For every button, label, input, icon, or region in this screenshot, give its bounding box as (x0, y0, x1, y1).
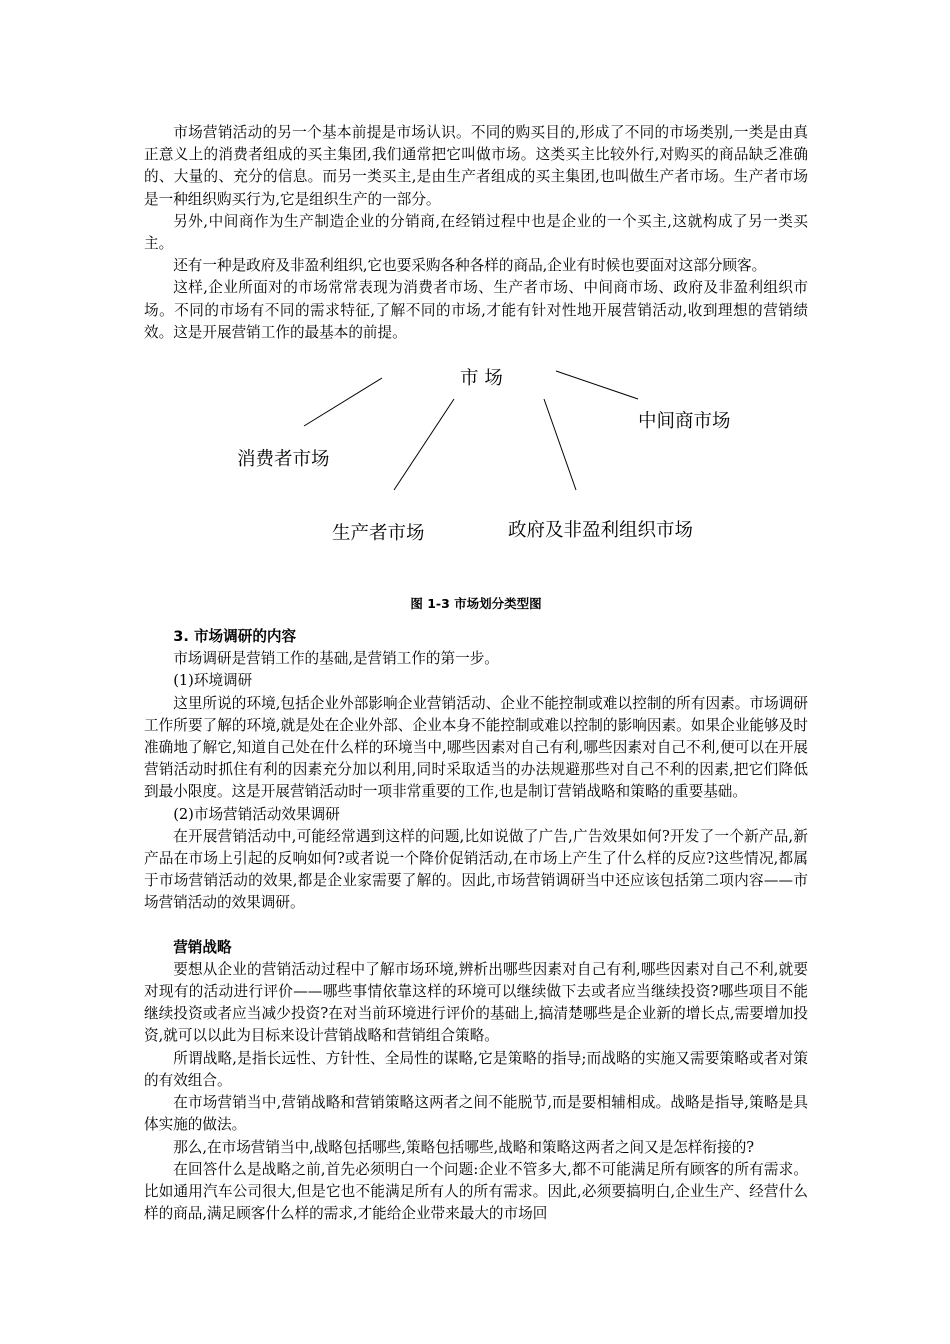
strategy-paragraph-3: 在市场营销当中,营销战略和营销策略这两者之间不能脱节,而是要相辅相成。战略是指导,策略是具体实施的做法。 (144, 1094, 808, 1134)
document-page (144, 122, 808, 1225)
section-heading-research: 3. 市场调研的内容 (173, 628, 297, 646)
figure-caption: 图 1-3 市场划分类型图 (410, 596, 542, 612)
section-heading-strategy: 营销战略 (173, 938, 232, 956)
line-to-intermediary (556, 371, 638, 399)
intro-paragraph-1: 市场营销活动的另一个基本前提是市场认识。不同的购买目的,形成了不同的市场类别,一类是由真正意义上的消费者组成的买主集团,我们通常把它叫做市场。这类买主比较外行,对购买的商品缺乏准确的、大量的、充分的信息。而另一类买主,是由生产者组成的买主集团,也叫做生产者市场。生产者市场是一种组织购买行为,它是组织生产的一部分。 (144, 124, 808, 208)
line-to-producer (394, 399, 454, 490)
strategy-paragraph-5: 在回答什么是战略之前,首先必须明白一个问题:企业不管多大,都不可能满足所有顾客的所有需求。比如通用汽车公司很大,但是它也不能满足所有人的所有需求。因此,必须要搞明白,企业生产、经营什么样的商品,满足顾客什么样的需求,才能给企业带来最大的市场回 (144, 1160, 808, 1223)
consumer-market-node: 消费者市场 (237, 449, 330, 471)
strategy-paragraph-1: 要想从企业的营销活动过程中了解市场环境,辨析出哪些因素对自己有利,哪些因素对自己不利,就要对现有的活动进行评价——哪些事情依靠这样的环境可以继续做下去或者应当继续投资?哪些项目不能继续投资或者应当减少投资?在对当前环境进行评价的基础上,搞清楚哪些是企业新的增长点,需要增加投资,就可以以此为目标来设计营销战略和营销组合策略。 (144, 960, 808, 1045)
intermediary-market-node: 中间商市场 (638, 411, 731, 433)
research-subheading-effect: (2)市场营销活动效果调研 (173, 805, 340, 823)
research-paragraph-environment: 这里所说的环境,包括企业外部影响企业营销活动、企业不能控制或难以控制的所有因素。市场调研工作所要了解的环境,就是处在企业外部、企业本身不能控制或难以控制的影响因素。如果企业能够及时准确地了解它,知道自己处在什么样的环境当中,哪些因素对自己有利,哪些因素对自己不利,便可以在开展营销活动时抓住有利的因素充分加以利用,同时采取适当的办法规避那些对自己不利的因素,把它们降低到最小限度。这是开展营销活动时一项非常重要的工作,也是制订营销战略和策略的重要基础。 (144, 694, 808, 801)
intro-paragraph-2: 另外,中间商作为生产制造企业的分销商,在经销过程中也是企业的一个买主,这就构成了另一类买主。 (144, 212, 808, 253)
market-node: 市 场 (460, 368, 503, 390)
research-paragraph-1: 市场调研是营销工作的基础,是营销工作的第一步。 (173, 650, 499, 668)
line-to-government (544, 399, 576, 490)
strategy-paragraph-4: 那么,在市场营销当中,战略包括哪些,策略包括哪些,战略和策略这两者之间又是怎样衔接的? (173, 1138, 755, 1156)
market-classification-diagram (144, 354, 808, 594)
research-subheading-environment: (1)环境调研 (173, 672, 253, 690)
strategy-paragraph-2: 所谓战略,是指长远性、方针性、全局性的谋略,它是策略的指导;而战略的实施又需要策略或者对策的有效组合。 (144, 1049, 808, 1089)
producer-market-node: 生产者市场 (332, 523, 425, 545)
line-to-consumer (304, 378, 382, 426)
research-paragraph-effect: 在开展营销活动中,可能经常遇到这样的问题,比如说做了广告,广告效果如何?开发了一个新产品,新产品在市场上引起的反响如何?或者说一个降价促销活动,在市场上产生了什么样的反应?这些情况,都属于市场营销活动的效果,都是企业家需要了解的。因此,市场营销调研当中还应该包括第二项内容——市场营销活动的效果调研。 (144, 827, 808, 912)
government-market-node: 政府及非盈利组织市场 (508, 520, 694, 542)
intro-paragraph-3: 还有一种是政府及非盈利组织,它也要采购各种各样的商品,企业有时候也要面对这部分顾客。 (173, 257, 767, 275)
intro-paragraph-4: 这样,企业所面对的市场常常表现为消费者市场、生产者市场、中间商市场、政府及非盈利组织市场。不同的市场有不同的需求特征,了解不同的市场,才能有针对性地开展营销活动,收到理想的营销绩效。这是开展营销工作的最基本的前提。 (144, 279, 808, 341)
diagram-lines (144, 354, 808, 594)
